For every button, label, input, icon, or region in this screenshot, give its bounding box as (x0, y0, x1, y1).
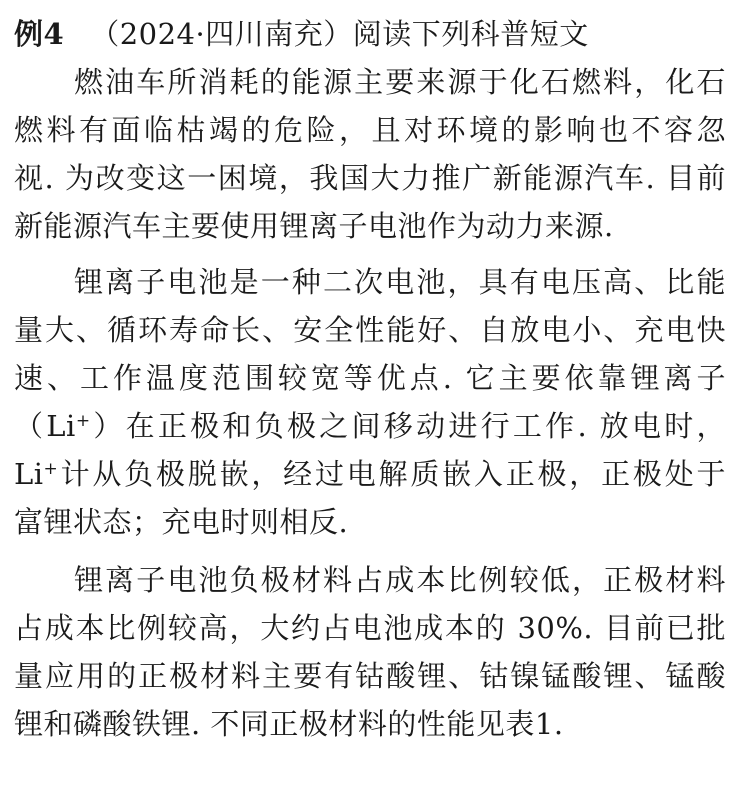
paragraph-2-line-2: 量大、循环寿命长、安全性能好、自放电小、充电快 (14, 313, 726, 347)
paragraph-3-line-2: 占成本比例较高，大约占电池成本的 30%. 目前已批 (14, 611, 726, 645)
paragraph-3-line-3: 量应用的正极材料主要有钴酸锂、钴镍锰酸锂、锰酸 (14, 659, 726, 693)
paragraph-2-line-6: 富锂状态；充电时则相反. (14, 505, 349, 539)
li-open-text: （Li (14, 409, 76, 443)
paragraph-1-line-3: 视. 为改变这一困境，我国大力推广新能源汽车. 目前 (14, 161, 726, 195)
li-superscript-2: + (43, 459, 59, 479)
li-start-text: Li (14, 457, 44, 491)
li-line2-rest: 计从负极脱嵌，经过电解质嵌入正极，正极处于 (58, 457, 726, 491)
paragraph-1-line-4: 新能源汽车主要使用锂离子电池作为动力来源. (14, 209, 614, 243)
paragraph-2-line-3: 速、工作温度范围较宽等优点. 它主要依靠锂离子 (14, 361, 726, 395)
paragraph-1-line-2: 燃料有面临枯竭的危险，且对环境的影响也不容忽 (14, 113, 726, 147)
paragraph-1-line-1: 燃油车所消耗的能源主要来源于化石燃料，化石 (74, 65, 726, 99)
example-heading (14, 14, 726, 54)
paragraph-2-line-1: 锂离子电池是一种二次电池，具有电压高、比能 (74, 265, 726, 299)
paragraph-2-line-4 (14, 406, 726, 446)
li-superscript: + (75, 411, 91, 431)
example-source: （2024·四川南充）阅读下列科普短文 (90, 17, 589, 51)
paragraph-2-line-5 (14, 454, 726, 494)
li-line-rest: ）在正极和负极之间移动进行工作. 放电时， (90, 409, 726, 443)
paragraph-3-line-4: 锂和磷酸铁锂. 不同正极材料的性能见表1. (14, 707, 564, 741)
example-label: 例4 (14, 17, 65, 51)
paragraph-3-line-1: 锂离子电池负极材料占成本比例较低，正极材料 (74, 563, 726, 597)
